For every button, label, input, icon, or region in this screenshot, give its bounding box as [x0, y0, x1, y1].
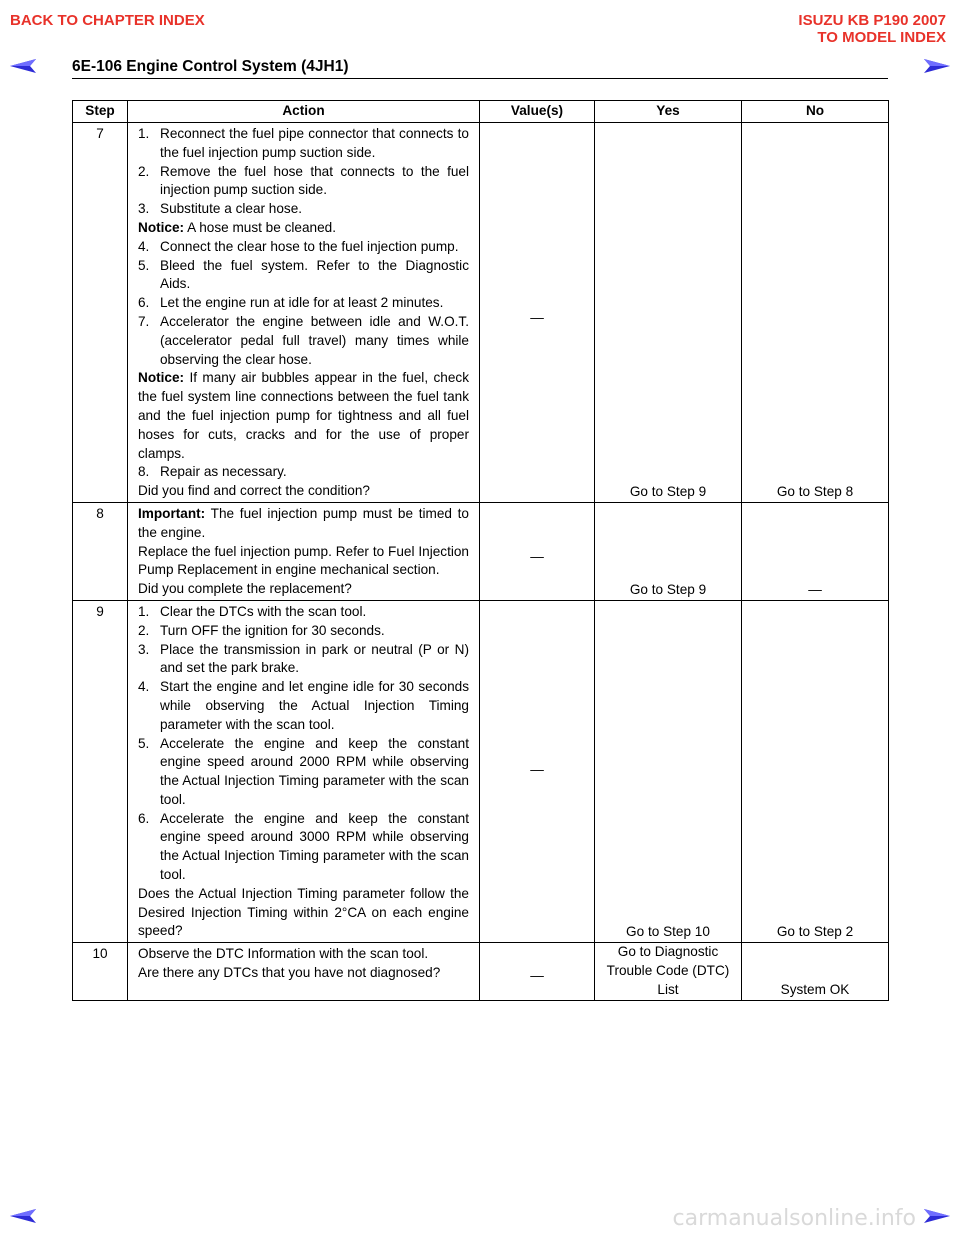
- item-text: Accelerate the engine and keep the constant engine speed around 2000 RPM while observing the Actual Injection Timing parameter with the scan tool.: [160, 735, 469, 807]
- header-yes: Yes: [595, 101, 742, 123]
- no-cell: —: [742, 502, 889, 600]
- action-text: Observe the DTC Information with the scan tool.: [138, 946, 429, 962]
- watermark: carmanualsonline.info: [672, 1206, 916, 1231]
- note-text: The fuel injection pump must be timed to the engine.: [138, 505, 469, 540]
- header-no: No: [742, 101, 889, 123]
- item-text: Accelerator the engine between idle and W.O.T. (accelerator pedal full travel) many times while observing the clear hose.: [160, 313, 469, 367]
- action-step-item: [138, 238, 469, 257]
- item-text: Turn OFF the ignition for 30 seconds.: [160, 622, 385, 638]
- item-text: Remove the fuel hose that connects to the fuel injection pump suction side.: [160, 163, 469, 198]
- item-number: 1.: [138, 126, 150, 141]
- action-step-item: [138, 641, 469, 679]
- yes-cell: Go to Diagnostic Trouble Code (DTC) List: [595, 943, 742, 1000]
- to-model-index-link[interactable]: TO MODEL INDEX: [817, 29, 946, 46]
- note-label: Important:: [138, 505, 206, 521]
- header-action: Action: [128, 101, 480, 123]
- yes-cell: Go to Step 9: [595, 502, 742, 600]
- item-text: Clear the DTCs with the scan tool.: [160, 603, 367, 619]
- value-cell: [480, 943, 595, 1000]
- item-number: 3.: [138, 641, 150, 657]
- item-number: 1.: [138, 603, 150, 619]
- no-cell: Go to Step 2: [742, 600, 889, 942]
- value-text: —: [530, 968, 544, 984]
- action-step-item: [138, 125, 469, 163]
- table-row: [73, 123, 889, 503]
- item-text: Place the transmission in park or neutral (P or N) and set the park brake.: [160, 641, 469, 676]
- item-number: 8.: [138, 464, 150, 480]
- yes-cell: Go to Step 10: [595, 600, 742, 942]
- action-step-item: [138, 200, 469, 219]
- header-values: Value(s): [480, 101, 595, 123]
- next-page-arrow-icon[interactable]: [922, 56, 952, 76]
- item-number: 3.: [138, 201, 150, 217]
- action-text: Did you complete the replacement?: [138, 581, 352, 597]
- item-text: Connect the clear hose to the fuel injection pump.: [160, 238, 459, 254]
- item-text: Bleed the fuel system. Refer to the Diagnostic Aids.: [160, 257, 469, 292]
- item-text: Start the engine and let engine idle for 30 seconds while observing the Actual Injection Timing parameter with the scan tool.: [160, 679, 469, 732]
- note-paragraph: [138, 505, 469, 543]
- model-links: [798, 12, 946, 46]
- value-cell: [480, 123, 595, 503]
- item-text: Let the engine run at idle for at least 2 minutes.: [160, 295, 444, 311]
- action-text: Are there any DTCs that you have not diagnosed?: [138, 965, 441, 981]
- action-step-item: [138, 294, 469, 313]
- action-cell: [128, 943, 480, 1000]
- item-text: Accelerate the engine and keep the constant engine speed around 3000 RPM while observing the Actual Injection Timing parameter with the scan tool.: [160, 810, 469, 883]
- note-paragraph: [138, 219, 469, 238]
- action-cell: [128, 123, 480, 503]
- action-cell: [128, 600, 480, 942]
- action-step-item: [138, 622, 469, 641]
- value-cell: [480, 502, 595, 600]
- back-to-chapter-index-link[interactable]: BACK TO CHAPTER INDEX: [10, 12, 205, 29]
- action-step-item: [138, 735, 469, 810]
- table-header-row: [73, 101, 889, 123]
- table-row: [73, 943, 889, 1000]
- value-text: —: [530, 548, 544, 564]
- step-number: 8: [73, 502, 128, 600]
- action-step-item: [138, 257, 469, 295]
- value-text: —: [530, 310, 544, 325]
- item-number: 2.: [138, 163, 150, 179]
- value-text: —: [530, 761, 544, 777]
- diagnostic-table: [72, 100, 889, 1001]
- action-step-item: [138, 810, 469, 885]
- action-step-item: [138, 678, 469, 734]
- action-text: Does the Actual Injection Timing parameter follow the Desired Injection Timing within 2°CA on each engine speed?: [138, 885, 469, 939]
- item-number: 6.: [138, 810, 150, 826]
- table-row: [73, 600, 889, 942]
- item-number: 6.: [138, 295, 150, 311]
- value-cell: [480, 600, 595, 942]
- step-number: 7: [73, 123, 128, 503]
- item-text: Repair as necessary.: [160, 464, 287, 480]
- item-number: 4.: [138, 238, 150, 254]
- action-step-item: [138, 463, 469, 482]
- action-cell: [128, 502, 480, 600]
- item-number: 4.: [138, 679, 150, 695]
- action-step-item: [138, 603, 469, 622]
- previous-page-arrow-icon[interactable]: [8, 56, 38, 76]
- item-number: 5.: [138, 735, 150, 751]
- no-cell: Go to Step 8: [742, 123, 889, 503]
- step-number: 10: [73, 943, 128, 1000]
- next-page-arrow-icon[interactable]: [922, 1206, 952, 1226]
- item-number: 5.: [138, 257, 150, 273]
- item-number: 7.: [138, 313, 150, 329]
- step-number: 9: [73, 600, 128, 942]
- item-number: 2.: [138, 622, 150, 638]
- action-text: Replace the fuel injection pump. Refer to Fuel Injection Pump Replacement in engine mechanical section.: [138, 543, 469, 578]
- header-step: Step: [73, 101, 128, 123]
- note-label: Notice:: [138, 219, 185, 235]
- note-text: A hose must be cleaned.: [184, 219, 336, 235]
- no-cell: System OK: [742, 943, 889, 1000]
- note-paragraph: [138, 369, 469, 463]
- model-title-link[interactable]: ISUZU KB P190 2007: [798, 12, 946, 29]
- previous-page-arrow-icon[interactable]: [8, 1206, 38, 1226]
- table-row: [73, 502, 889, 600]
- action-step-item: [138, 163, 469, 201]
- item-text: Substitute a clear hose.: [160, 201, 303, 217]
- action-step-item: [138, 313, 469, 369]
- note-label: Notice:: [138, 370, 185, 386]
- yes-cell: Go to Step 9: [595, 123, 742, 503]
- item-text: Reconnect the fuel pipe connector that connects to the fuel injection pump suction side.: [160, 126, 469, 160]
- action-text: Did you find and correct the condition?: [138, 483, 370, 499]
- note-text: If many air bubbles appear in the fuel, check the fuel system line connections between the fuel tank and the fuel injection pump for tightness and all fuel hoses for cuts, cracks and for the use of proper clamps.: [138, 370, 469, 461]
- page-title: 6E-106 Engine Control System (4JH1): [72, 58, 888, 79]
